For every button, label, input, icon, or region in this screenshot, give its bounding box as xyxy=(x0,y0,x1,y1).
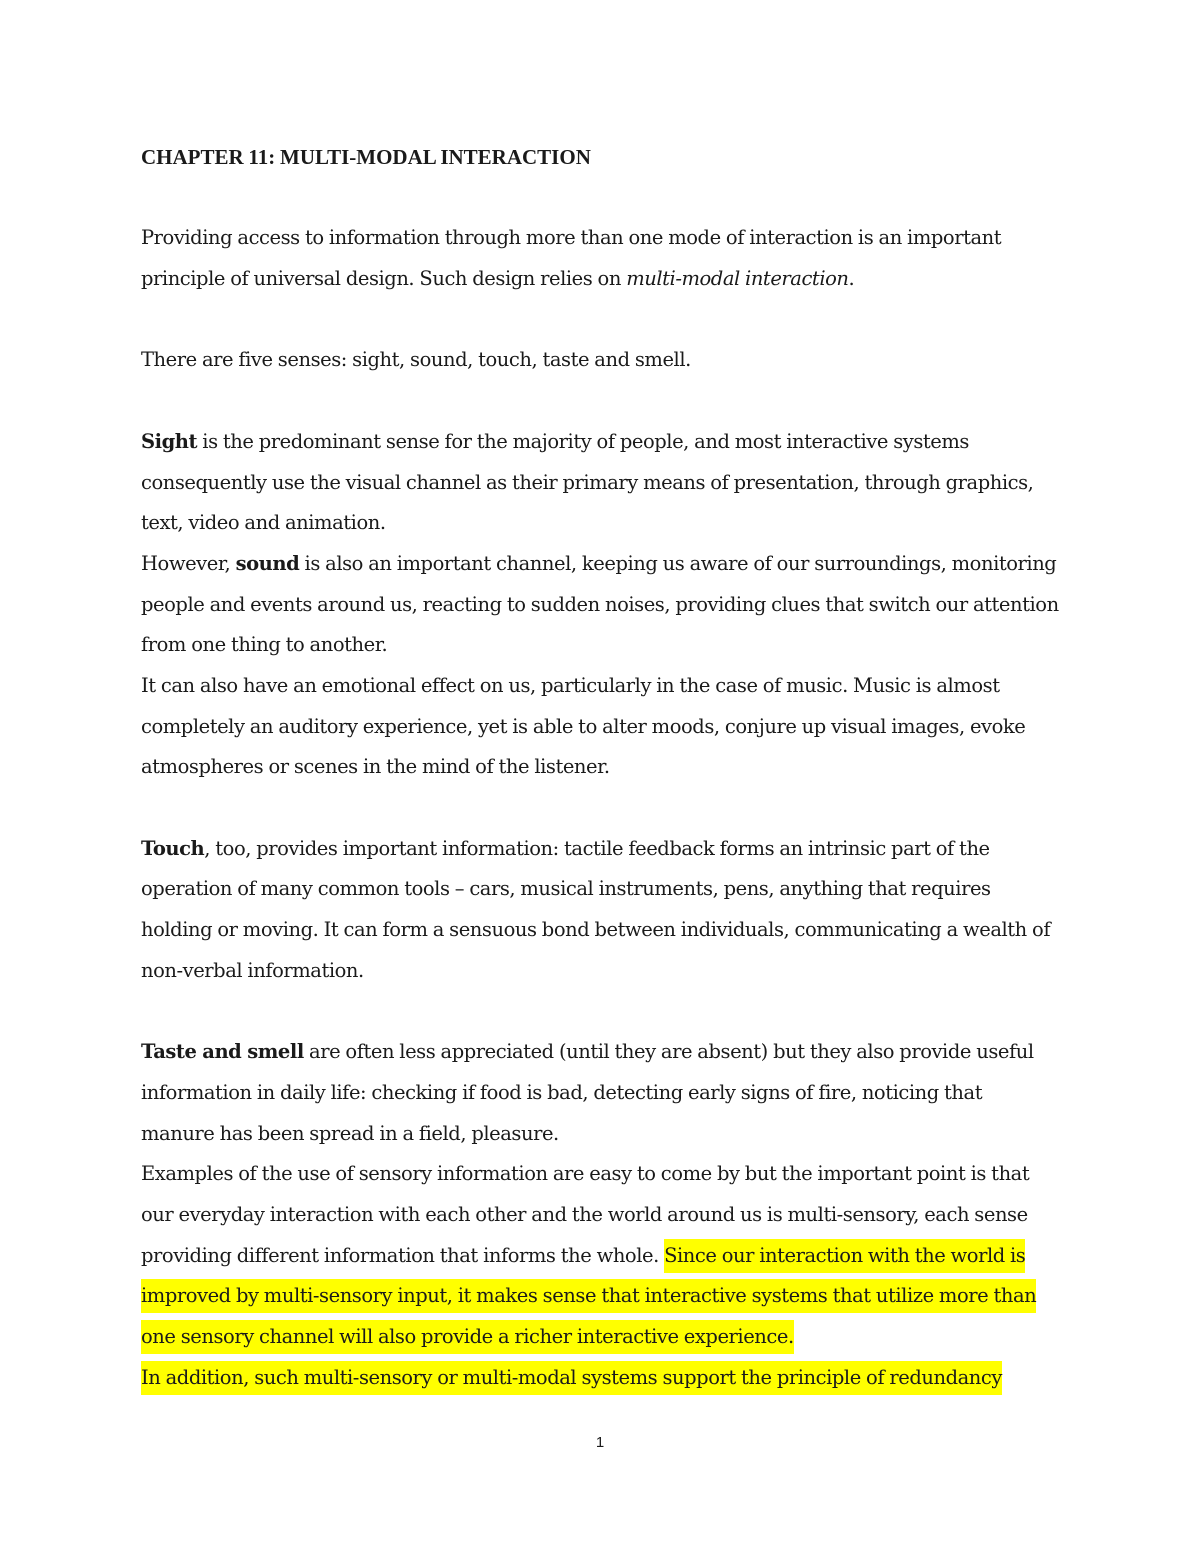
paragraph-line xyxy=(141,1276,1071,1317)
text-run: . xyxy=(848,267,855,291)
paragraph-line xyxy=(141,1317,1071,1358)
paragraph-line: operation of many common tools – cars, musical instruments, pens, anything that requires xyxy=(141,877,991,901)
text-run: However, xyxy=(141,551,236,575)
bold-term-sight: Sight xyxy=(141,429,198,453)
text-run: is also an important channel, keeping us aware of our surroundings, monitoring xyxy=(299,551,1057,575)
paragraph-line: people and events around us, reacting to sudden noises, providing clues that switch our attention xyxy=(141,592,1059,616)
paragraph-line xyxy=(141,1236,1071,1277)
text-run: are often less appreciated (until they are absent) but they also provide useful xyxy=(303,1040,1034,1064)
bold-term-sound: sound xyxy=(235,551,300,575)
text-run: providing different information that informs the whole. xyxy=(141,1243,665,1267)
paragraph-line: atmospheres or scenes in the mind of the listener. xyxy=(141,755,610,779)
paragraph-line xyxy=(141,829,1071,870)
paragraph-line: consequently use the visual channel as their primary means of presentation, through graphics, xyxy=(141,470,1034,494)
paragraph-line: Examples of the use of sensory information are easy to come by but the important point is that xyxy=(141,1162,1030,1186)
paragraph-line: from one thing to another. xyxy=(141,633,388,657)
paragraph-line: manure has been spread in a field, pleasure. xyxy=(141,1121,559,1145)
paragraph-line: text, video and animation. xyxy=(141,511,386,535)
highlighted-text: In addition, such multi-sensory or multi-modal systems support the principle of redundancy xyxy=(141,1361,1002,1395)
paragraph-line: There are five senses: sight, sound, touch, taste and smell. xyxy=(141,348,691,372)
blank-line xyxy=(141,381,1071,422)
blank-line xyxy=(141,178,1071,219)
paragraph-line: It can also have an emotional effect on us, particularly in the case of music. Music is almost xyxy=(141,673,1000,697)
paragraph-line xyxy=(141,544,1071,585)
paragraph-line: holding or moving. It can form a sensuous bond between individuals, communicating a wealth of xyxy=(141,918,1051,942)
bold-term-touch: Touch xyxy=(141,836,205,860)
paragraph-line xyxy=(141,259,1071,300)
paragraph-line xyxy=(141,1032,1071,1073)
paragraph-line: Providing access to information through more than one mode of interaction is an important xyxy=(141,226,1002,250)
blank-line xyxy=(141,300,1071,341)
document-body xyxy=(141,137,1071,1398)
chapter-title: CHAPTER 11: MULTI-MODAL INTERACTION xyxy=(141,145,591,169)
emphasis-text: multi-modal interaction xyxy=(626,267,849,291)
paragraph-line xyxy=(141,1358,1071,1399)
paragraph-line: completely an auditory experience, yet is able to alter moods, conjure up visual images, evoke xyxy=(141,714,1026,738)
highlighted-text: improved by multi-sensory input, it makes sense that interactive systems that utilize more than xyxy=(141,1279,1036,1313)
blank-line xyxy=(141,991,1071,1032)
highlighted-text: Since our interaction with the world is xyxy=(664,1239,1025,1273)
paragraph-line: our everyday interaction with each other and the world around us is multi-sensory, each sense xyxy=(141,1202,1028,1226)
text-run: is the predominant sense for the majority of people, and most interactive systems xyxy=(197,429,969,453)
bold-term-taste-and-smell: Taste and smell xyxy=(141,1040,304,1064)
paragraph-line: information in daily life: checking if food is bad, detecting early signs of fire, noticing that xyxy=(141,1080,983,1104)
paragraph-line: non-verbal information. xyxy=(141,958,364,982)
blank-line xyxy=(141,788,1071,829)
paragraph-line xyxy=(141,422,1071,463)
page-number: 1 xyxy=(595,1434,605,1451)
highlighted-text: one sensory channel will also provide a richer interactive experience. xyxy=(141,1320,794,1354)
text-run: , too, provides important information: tactile feedback forms an intrinsic part of the xyxy=(204,836,990,860)
text-run: principle of universal design. Such design relies on xyxy=(141,267,627,291)
